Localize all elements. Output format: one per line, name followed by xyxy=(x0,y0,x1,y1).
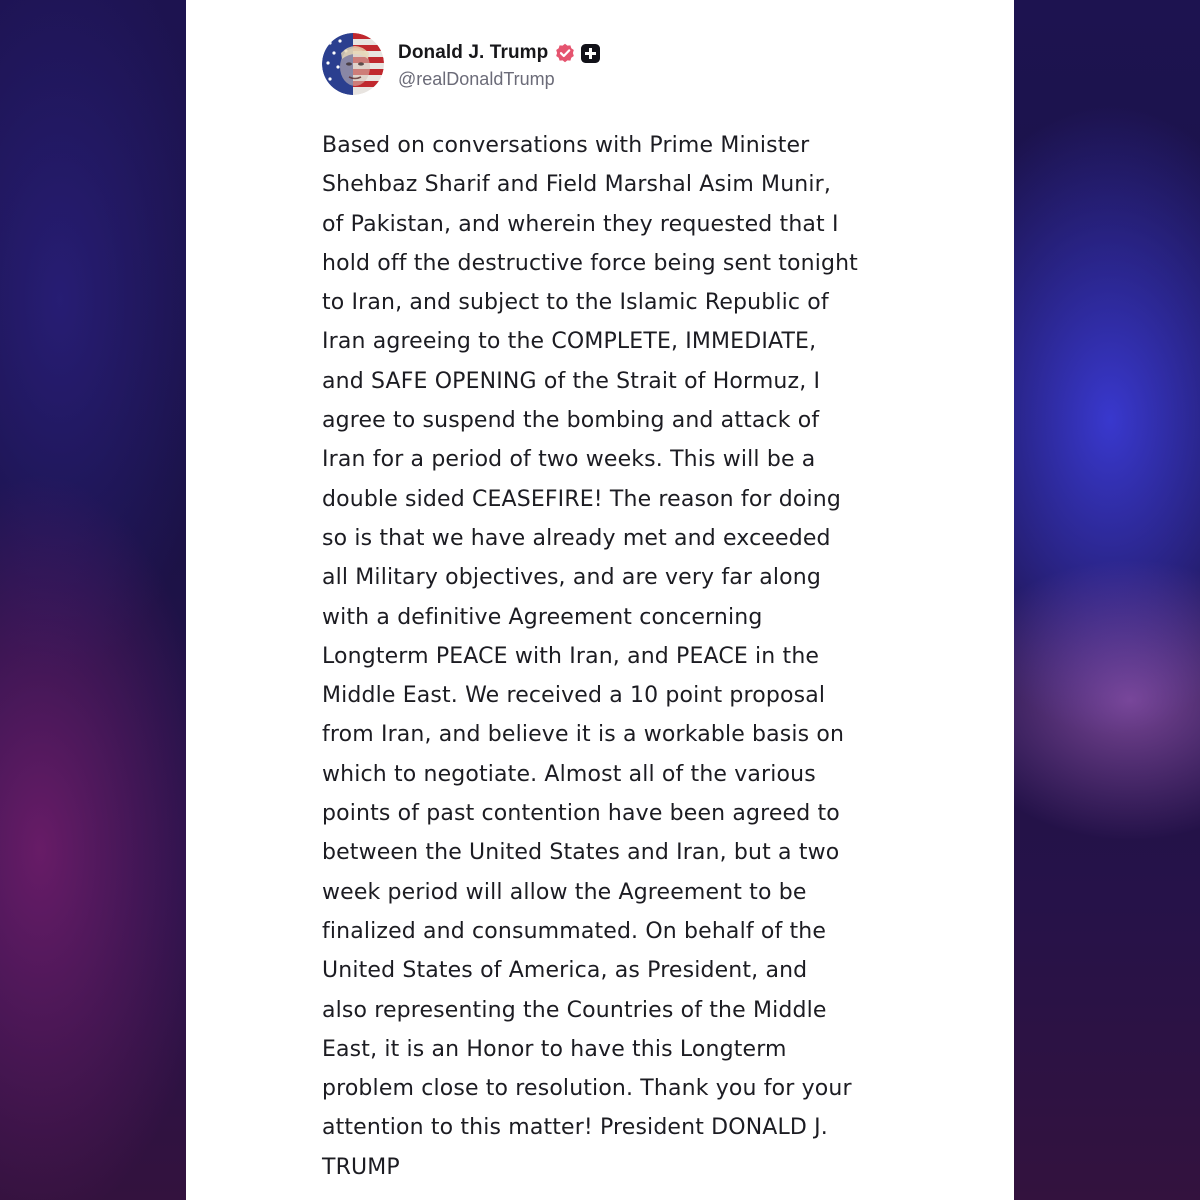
post-text-line: Based on conversations with Prime Minister xyxy=(322,133,810,158)
post-card xyxy=(186,0,1014,1200)
post-text-line: so is that we have already met and exceeded xyxy=(322,525,831,551)
post-text-line: also representing the Countries of the Middle xyxy=(322,997,827,1023)
post-text-line: of Pakistan, and wherein they requested that I xyxy=(322,211,839,237)
post-text-line: with a definitive Agreement concerning xyxy=(322,604,763,630)
post-text-line: finalized and consummated. On behalf of the xyxy=(322,918,827,944)
background-right-panel xyxy=(1014,0,1200,1200)
post-text-line: week period will allow the Agreement to be xyxy=(322,879,807,905)
post-text-line: attention to this matter! President DONALD J. xyxy=(322,1115,828,1141)
post-text-line: hold off the destructive force being sent tonight xyxy=(322,250,858,276)
post-text-line: all Military objectives, and are very far along xyxy=(322,565,821,591)
post-text-line: East, it is an Honor to have this Longterm xyxy=(322,1036,787,1062)
truth-plus-icon xyxy=(581,44,600,63)
post-text-line: Middle East. We received a 10 point proposal xyxy=(322,683,826,709)
post-header xyxy=(322,33,600,95)
name-row xyxy=(398,38,600,68)
post-text-line: which to negotiate. Almost all of the various xyxy=(322,761,816,787)
author-handle[interactable]: @realDonaldTrump xyxy=(398,69,555,89)
post-text-line: points of past contention have been agreed to xyxy=(322,801,840,827)
post-text-line: from Iran, and believe it is a workable basis on xyxy=(322,722,845,748)
post-text-line: to Iran, and subject to the Islamic Republic of xyxy=(322,290,829,316)
post-text-line: Iran agreeing to the COMPLETE, IMMEDIATE, xyxy=(322,329,817,355)
post-text-line: TRUMP xyxy=(322,1154,400,1180)
avatar[interactable] xyxy=(322,33,384,95)
background-left-panel xyxy=(0,0,186,1200)
post-text-line: between the United States and Iran, but a two xyxy=(322,840,840,866)
author-identity xyxy=(398,38,600,90)
post-body-text xyxy=(322,126,922,1187)
author-display-name[interactable]: Donald J. Trump xyxy=(398,42,549,63)
post-text-line: double sided CEASEFIRE! The reason for doing xyxy=(322,486,841,512)
post-text-line: United States of America, as President, and xyxy=(322,958,808,984)
verified-icon xyxy=(555,43,575,63)
post-text-line: Longterm PEACE with Iran, and PEACE in the xyxy=(322,643,820,669)
post-text-line: Iran for a period of two weeks. This will be a xyxy=(322,447,816,473)
post-text-line: and SAFE OPENING of the Strait of Hormuz, I xyxy=(322,368,821,394)
post-text-line: Shehbaz Sharif and Field Marshal Asim Munir, xyxy=(322,172,831,198)
post-text-line: problem close to resolution. Thank you for your xyxy=(322,1076,852,1102)
post-text-line: agree to suspend the bombing and attack of xyxy=(322,408,820,434)
